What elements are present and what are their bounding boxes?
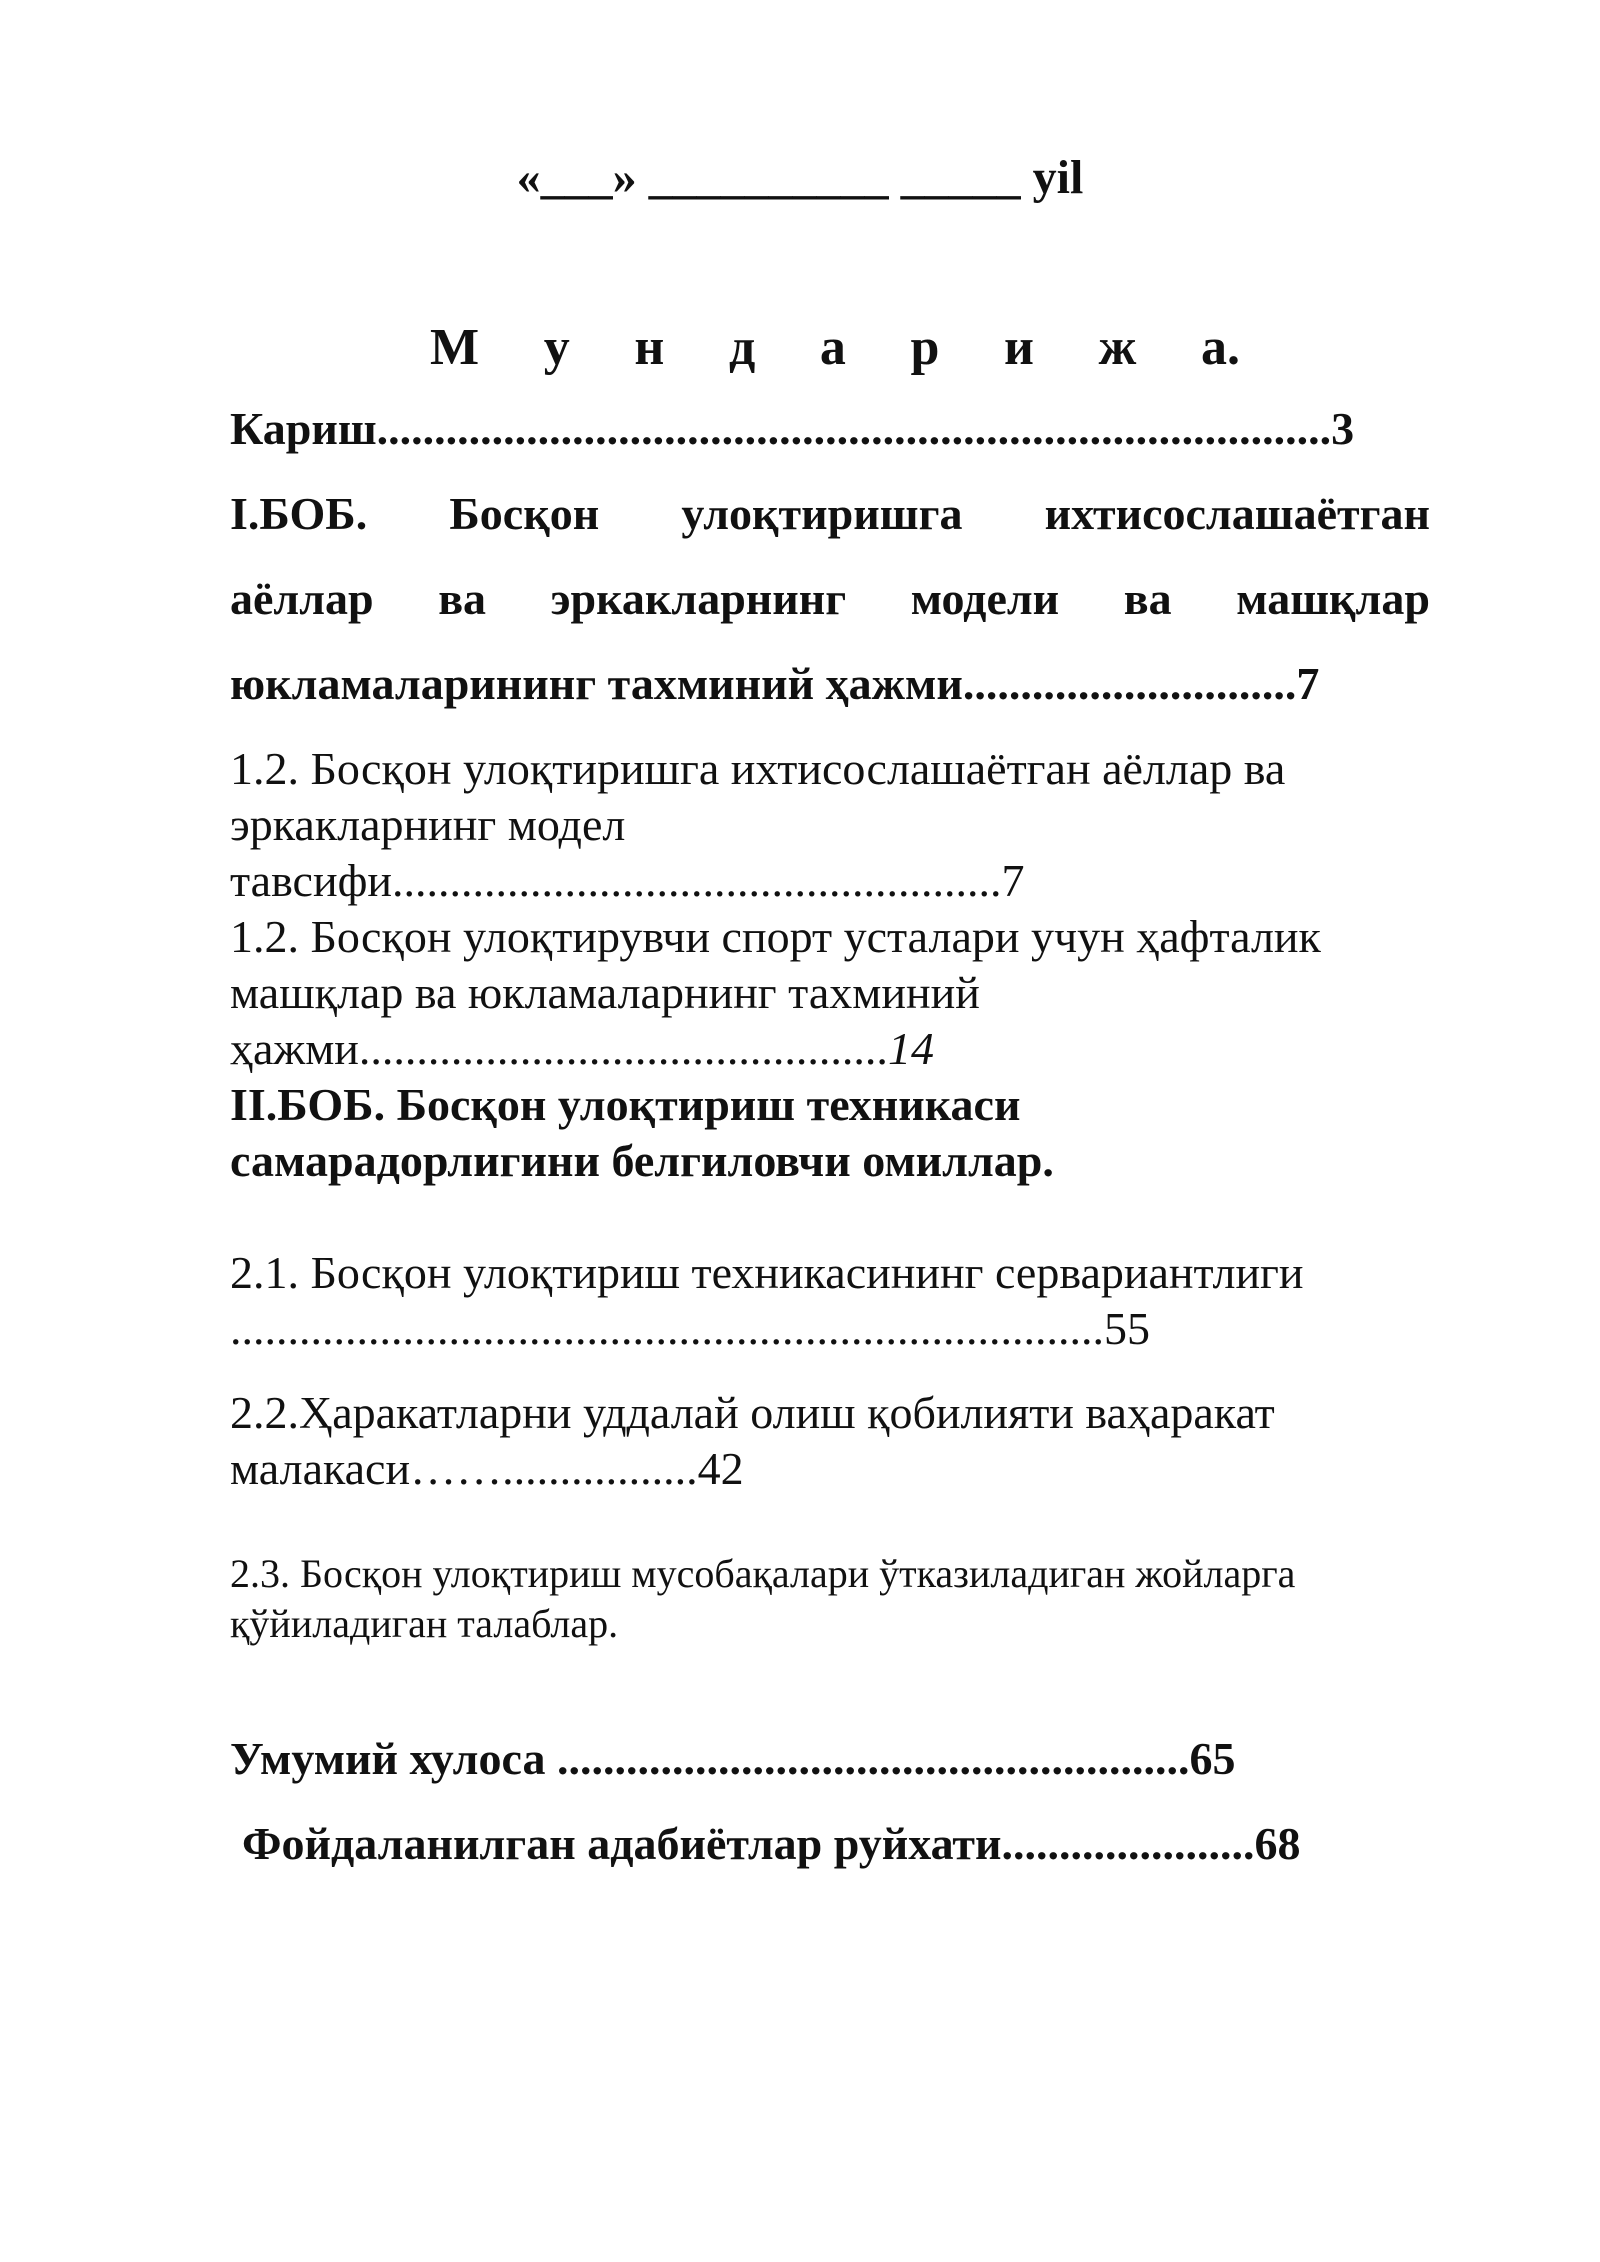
page-title [430,318,1240,377]
toc-word: модели [910,573,1060,624]
title-letter: М [430,319,480,376]
toc-word: ва [1123,573,1172,624]
toc-word: машқлар [1236,573,1430,624]
title-letter: ж [1098,319,1137,376]
toc-intro: Кариш...................................................................................3 [230,403,1355,454]
toc-section-1-2a-line3: тавсифи.....................................................7 [230,855,1025,906]
toc-section-2-1-line2: ............................................................................55 [230,1303,1150,1354]
toc-word: I.БОБ. [230,488,368,539]
toc-references: Фойдаланилган адабиётлар руйхати......................68 [242,1818,1301,1869]
toc-chapter2-line2: самарадорлигини белгиловчи омиллар. [230,1135,1054,1186]
title-letter: р [910,319,940,376]
toc-chapter1-line1 [230,487,1430,540]
toc-word: аёллар [230,573,374,624]
date-line: «___» __________ _____ yil [516,151,1084,204]
toc-chapter1-line3: юкламаларининг тахминий ҳажми.............................7 [230,658,1320,709]
toc-section-2-3-line2: қўйиладиган талаблар. [230,1601,619,1646]
toc-word: улоқтиришга [681,488,963,539]
toc-word: эркакларнинг [550,573,847,624]
toc-section-1-2a-line2: эркакларнинг модел [230,799,626,850]
toc-conclusion: Умумий хулоса .......................................................65 [230,1733,1236,1784]
title-letter: д [728,319,756,376]
toc-word: ва [438,573,487,624]
title-letter: а [819,319,846,376]
toc-page-number: 14 [887,1023,934,1074]
title-letter: и [1004,319,1035,376]
toc-section-2-2-line1: 2.2.Ҳаракатларни уддалай олиш қобилияти ваҳаракат [230,1387,1275,1438]
toc-section-2-3-line1: 2.3. Босқон улоқтириш мусобақалари ўтказиладиган жойларга [230,1551,1296,1596]
toc-section-1-2b-line1: 1.2. Босқон улоқтирувчи спорт усталари учун ҳафталик [230,911,1321,962]
toc-section-1-2b-line2: машқлар ва юкламаларнинг тахминий [230,967,980,1018]
toc-section-1-2b-line3 [230,1022,934,1075]
title-letter: а. [1200,319,1240,376]
toc-section-2-2-line2: малакаси…….................42 [230,1443,744,1494]
toc-chapter1-line2 [230,572,1430,625]
toc-word: Босқон [449,488,600,539]
toc-section-1-2a-line1: 1.2. Босқон улоқтиришга ихтисослашаётган аёллар ва [230,743,1286,794]
toc-word: ихтисослашаётган [1044,488,1430,539]
toc-chapter2-line1: II.БОБ. Босқон улоқтириш техникаси [230,1079,1021,1130]
title-letter: у [543,319,570,376]
title-letter: н [634,319,665,376]
toc-section-2-1-line1: 2.1. Босқон улоқтириш техникасининг сервариантлиги [230,1247,1304,1298]
toc-entry-text: ҳажми.............................................. [230,1023,888,1074]
